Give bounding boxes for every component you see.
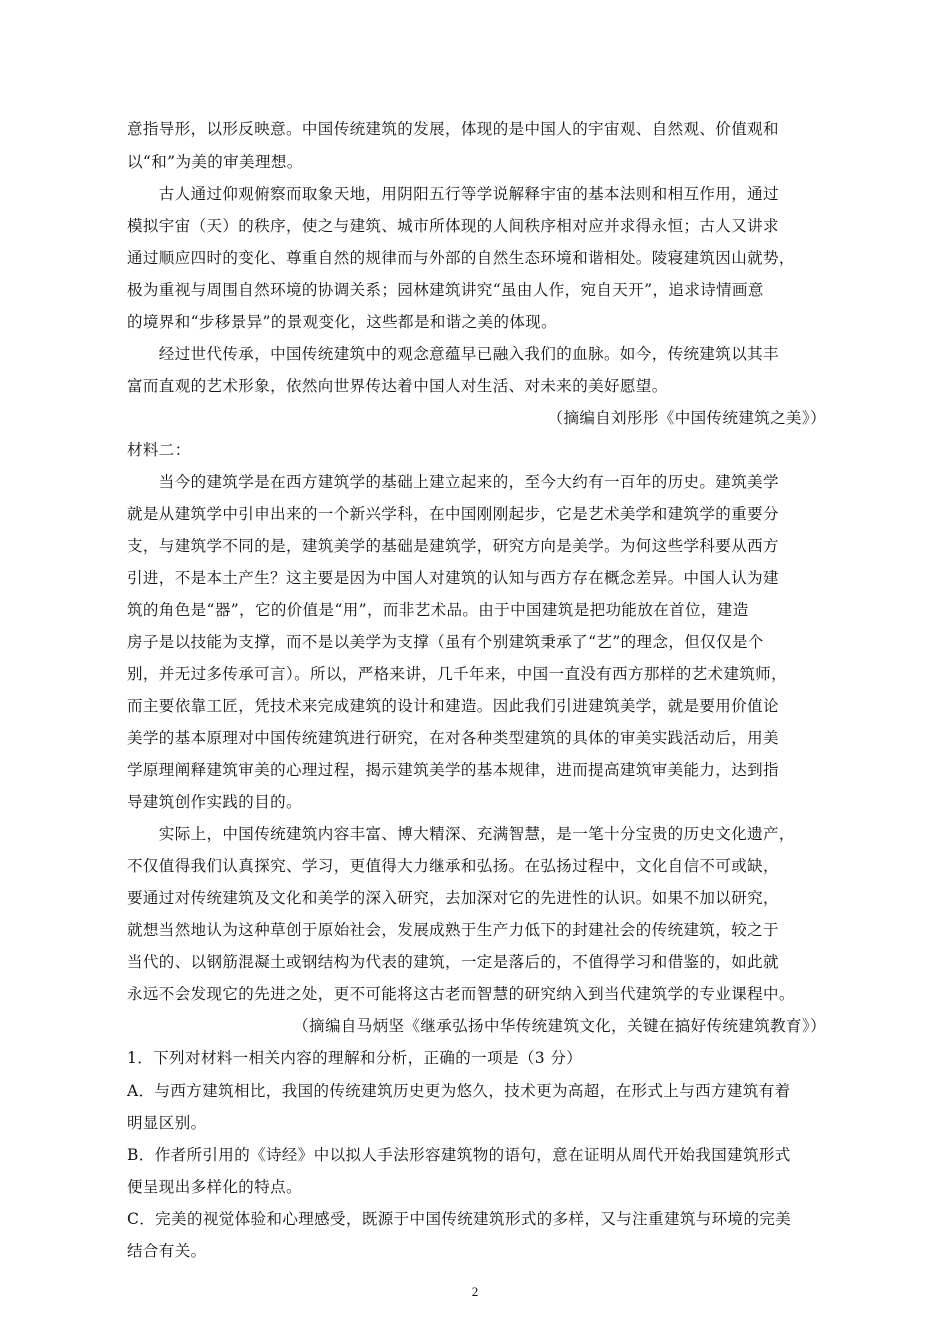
question1-option-b-line-2: 便呈现出多样化的特点。 xyxy=(127,1178,302,1196)
material1-paragraph-2-line-1: 古人通过仰观俯察而取象天地，用阴阳五行等学说解释宇宙的基本法则和相互作用，通过 xyxy=(127,185,779,203)
question1-option-a-line-2: 明显区别。 xyxy=(127,1114,207,1132)
material1-line-1: 意指导形，以形反映意。中国传统建筑的发展，体现的是中国人的宇宙观、自然观、价值观和 xyxy=(127,120,779,138)
material2-line-7: 别，并无过多传承可言）。所以，严格来讲，几千年来，中国一直没有西方那样的艺术建筑师， xyxy=(127,665,788,683)
material2-line-5: 筑的角色是“器”，它的价值是“用”，而非艺术品。由于中国建筑是把功能放在首位，建造 xyxy=(127,601,749,619)
question1-option-c-line-1: C．完美的视觉体验和心理感受，既源于中国传统建筑形式的多样，又与注重建筑与环境的完美 xyxy=(127,1210,792,1228)
material2-paragraph-2-line-4: 就想当然地认为这种草创于原始社会，发展成熟于生产力低下的封建社会的传统建筑，较之于 xyxy=(127,921,779,939)
material2-line-2: 就是从建筑学中引申出来的一个新兴学科，在中国刚刚起步，它是艺术美学和建筑学的重要分 xyxy=(127,505,779,523)
question1-option-a-line-1: A．与西方建筑相比，我国的传统建筑历史更为悠久，技术更为高超，在形式上与西方建筑有着 xyxy=(127,1082,791,1100)
material1-paragraph-3-line-1: 经过世代传承，中国传统建筑中的观念意蕴早已融入我们的血脉。如今，传统建筑以其丰 xyxy=(127,345,779,363)
material2-line-6: 房子是以技能为支撑，而不是以美学为支撑（虽有个别建筑秉承了“艺”的理念，但仅仅是个 xyxy=(127,633,764,651)
material2-source: （摘编自马炳坚《继承弘扬中华传统建筑文化，关键在搞好传统建筑教育》） xyxy=(293,1017,826,1035)
page-number: 2 xyxy=(471,1284,479,1299)
material2-line-3: 支，与建筑学不同的是，建筑美学的基础是建筑学，研究方向是美学。为何这些学科要从西方 xyxy=(127,537,779,555)
material1-paragraph-3-line-2: 富而直观的艺术形象，依然向世界传达着中国人对生活、对未来的美好愿望。 xyxy=(127,377,668,395)
material2-line-1: 当今的建筑学是在西方建筑学的基础上建立起来的，至今大约有一百年的历史。建筑美学 xyxy=(127,473,779,491)
material2-line-11: 导建筑创作实践的目的。 xyxy=(127,793,302,811)
material2-line-9: 美学的基本原理对中国传统建筑进行研究，在对各种类型建筑的具体的审美实践活动后，用美 xyxy=(127,729,779,747)
material1-paragraph-2-line-4: 极为重视与周围自然环境的协调关系；园林建筑讲究“虽由人作，宛自天开”，追求诗情画意 xyxy=(127,281,764,299)
question1-option-b-line-1: B．作者所引用的《诗经》中以拟人手法形容建筑物的语句，意在证明从周代开始我国建筑形式 xyxy=(127,1146,791,1164)
material2-paragraph-2-line-1: 实际上，中国传统建筑内容丰富、博大精深、充满智慧，是一笔十分宝贵的历史文化遗产， xyxy=(127,825,795,843)
question1-stem: 1．下列对材料一相关内容的理解和分析，正确的一项是（3 分） xyxy=(127,1049,583,1067)
material2-line-8: 而主要依靠工匠，凭技术来完成建筑的设计和建造。因此我们引进建筑美学，就是要用价值论 xyxy=(127,697,779,715)
question1-option-c-line-2: 结合有关。 xyxy=(127,1242,207,1260)
material1-line-2: 以“和”为美的审美理想。 xyxy=(127,153,303,171)
material2-heading: 材料二： xyxy=(127,441,191,459)
material2-line-10: 学原理阐释建筑审美的心理过程，揭示建筑美学的基本规律，进而提高建筑审美能力，达到指 xyxy=(127,761,779,779)
material1-paragraph-2-line-3: 通过顺应四时的变化、尊重自然的规律而与外部的自然生态环境和谐相处。陵寝建筑因山就势， xyxy=(127,249,795,267)
material2-paragraph-2-line-3: 要通过对传统建筑及文化和美学的深入研究，去加深对它的先进性的认识。如果不加以研究， xyxy=(127,889,779,907)
material1-paragraph-2-line-2: 模拟宇宙（天）的秩序，使之与建筑、城市所体现的人间秩序相对应并求得永恒；古人又讲求 xyxy=(127,217,779,235)
material2-paragraph-2-line-5: 当代的、以钢筋混凝土或钢结构为代表的建筑，一定是落后的，不值得学习和借鉴的，如此就 xyxy=(127,953,779,971)
material2-paragraph-2-line-6: 永远不会发现它的先进之处，更不可能将这古老而智慧的研究纳入到当代建筑学的专业课程中。 xyxy=(127,985,795,1003)
material2-paragraph-2-line-2: 不仅值得我们认真探究、学习，更值得大力继承和弘扬。在弘扬过程中，文化自信不可或缺， xyxy=(127,857,779,875)
material1-source: （摘编自刘彤彤《中国传统建筑之美》） xyxy=(547,409,826,427)
material2-line-4: 引进，不是本土产生？这主要是因为中国人对建筑的认知与西方存在概念差异。中国人认为建 xyxy=(127,569,779,587)
material1-paragraph-2-line-5: 的境界和“步移景异”的景观变化，这些都是和谐之美的体现。 xyxy=(127,313,558,331)
